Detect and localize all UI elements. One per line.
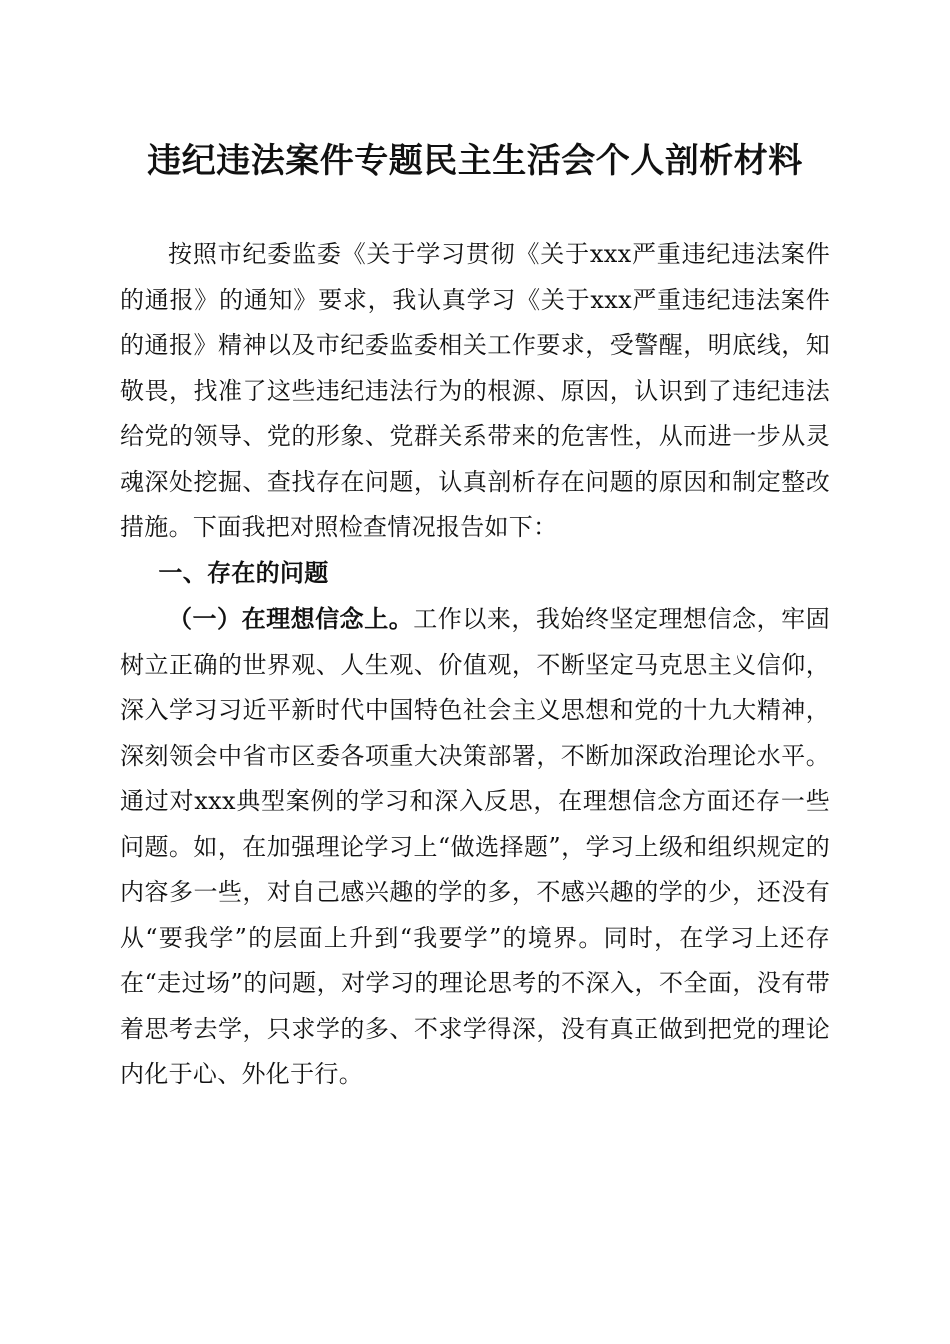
item-lead: （一）在理想信念上。 [168,604,414,633]
section-heading: 一、存在的问题 [158,558,329,587]
item-body: 工作以来，我始终坚定理想信念，牢固树立正确的世界观、人生观、价值观，不断坚定马克思主义信仰，深入学习习近平新时代中国特色社会主义思想和党的十九大精神，深刻领会中省市区委各项重大决策部署，不断加深政治理论水平。通过对xxx典型案例的学习和深入反思，在理想信念方面还存一些问题。如，在加强理论学习上“做选择题”，学习上级和组织规定的内容多一些，对自己感兴趣的学的多，不感兴趣的学的少，还没有从“要我学”的层面上升到“我要学”的境界。同时，在学习上还存在“走过场”的问题，对学习的理论思考的不深入，不全面，没有带着思考去学，只求学的多、不求学得深，没有真正做到把党的理论内化于心、外化于行。 [120,605,830,1088]
document-body [120,232,830,1098]
intro-paragraph: 按照市纪委监委《关于学习贯彻《关于xxx严重违纪违法案件的通报》的通知》要求，我认真学习《关于xxx严重违纪违法案件的通报》精神以及市纪委监委相关工作要求，受警醒，明底线，知敬畏，找准了这些违纪违法行为的根源、原因，认识到了违纪违法给党的领导、党的形象、党群关系带来的危害性，从而进一步从灵魂深处挖掘、查找存在问题，认真剖析存在问题的原因和制定整改措施。下面我把对照检查情况报告如下： [120,240,830,541]
document-title: 违纪违法案件专题民主生活会个人剖析材料 [147,141,803,181]
item-paragraph [120,596,830,1098]
